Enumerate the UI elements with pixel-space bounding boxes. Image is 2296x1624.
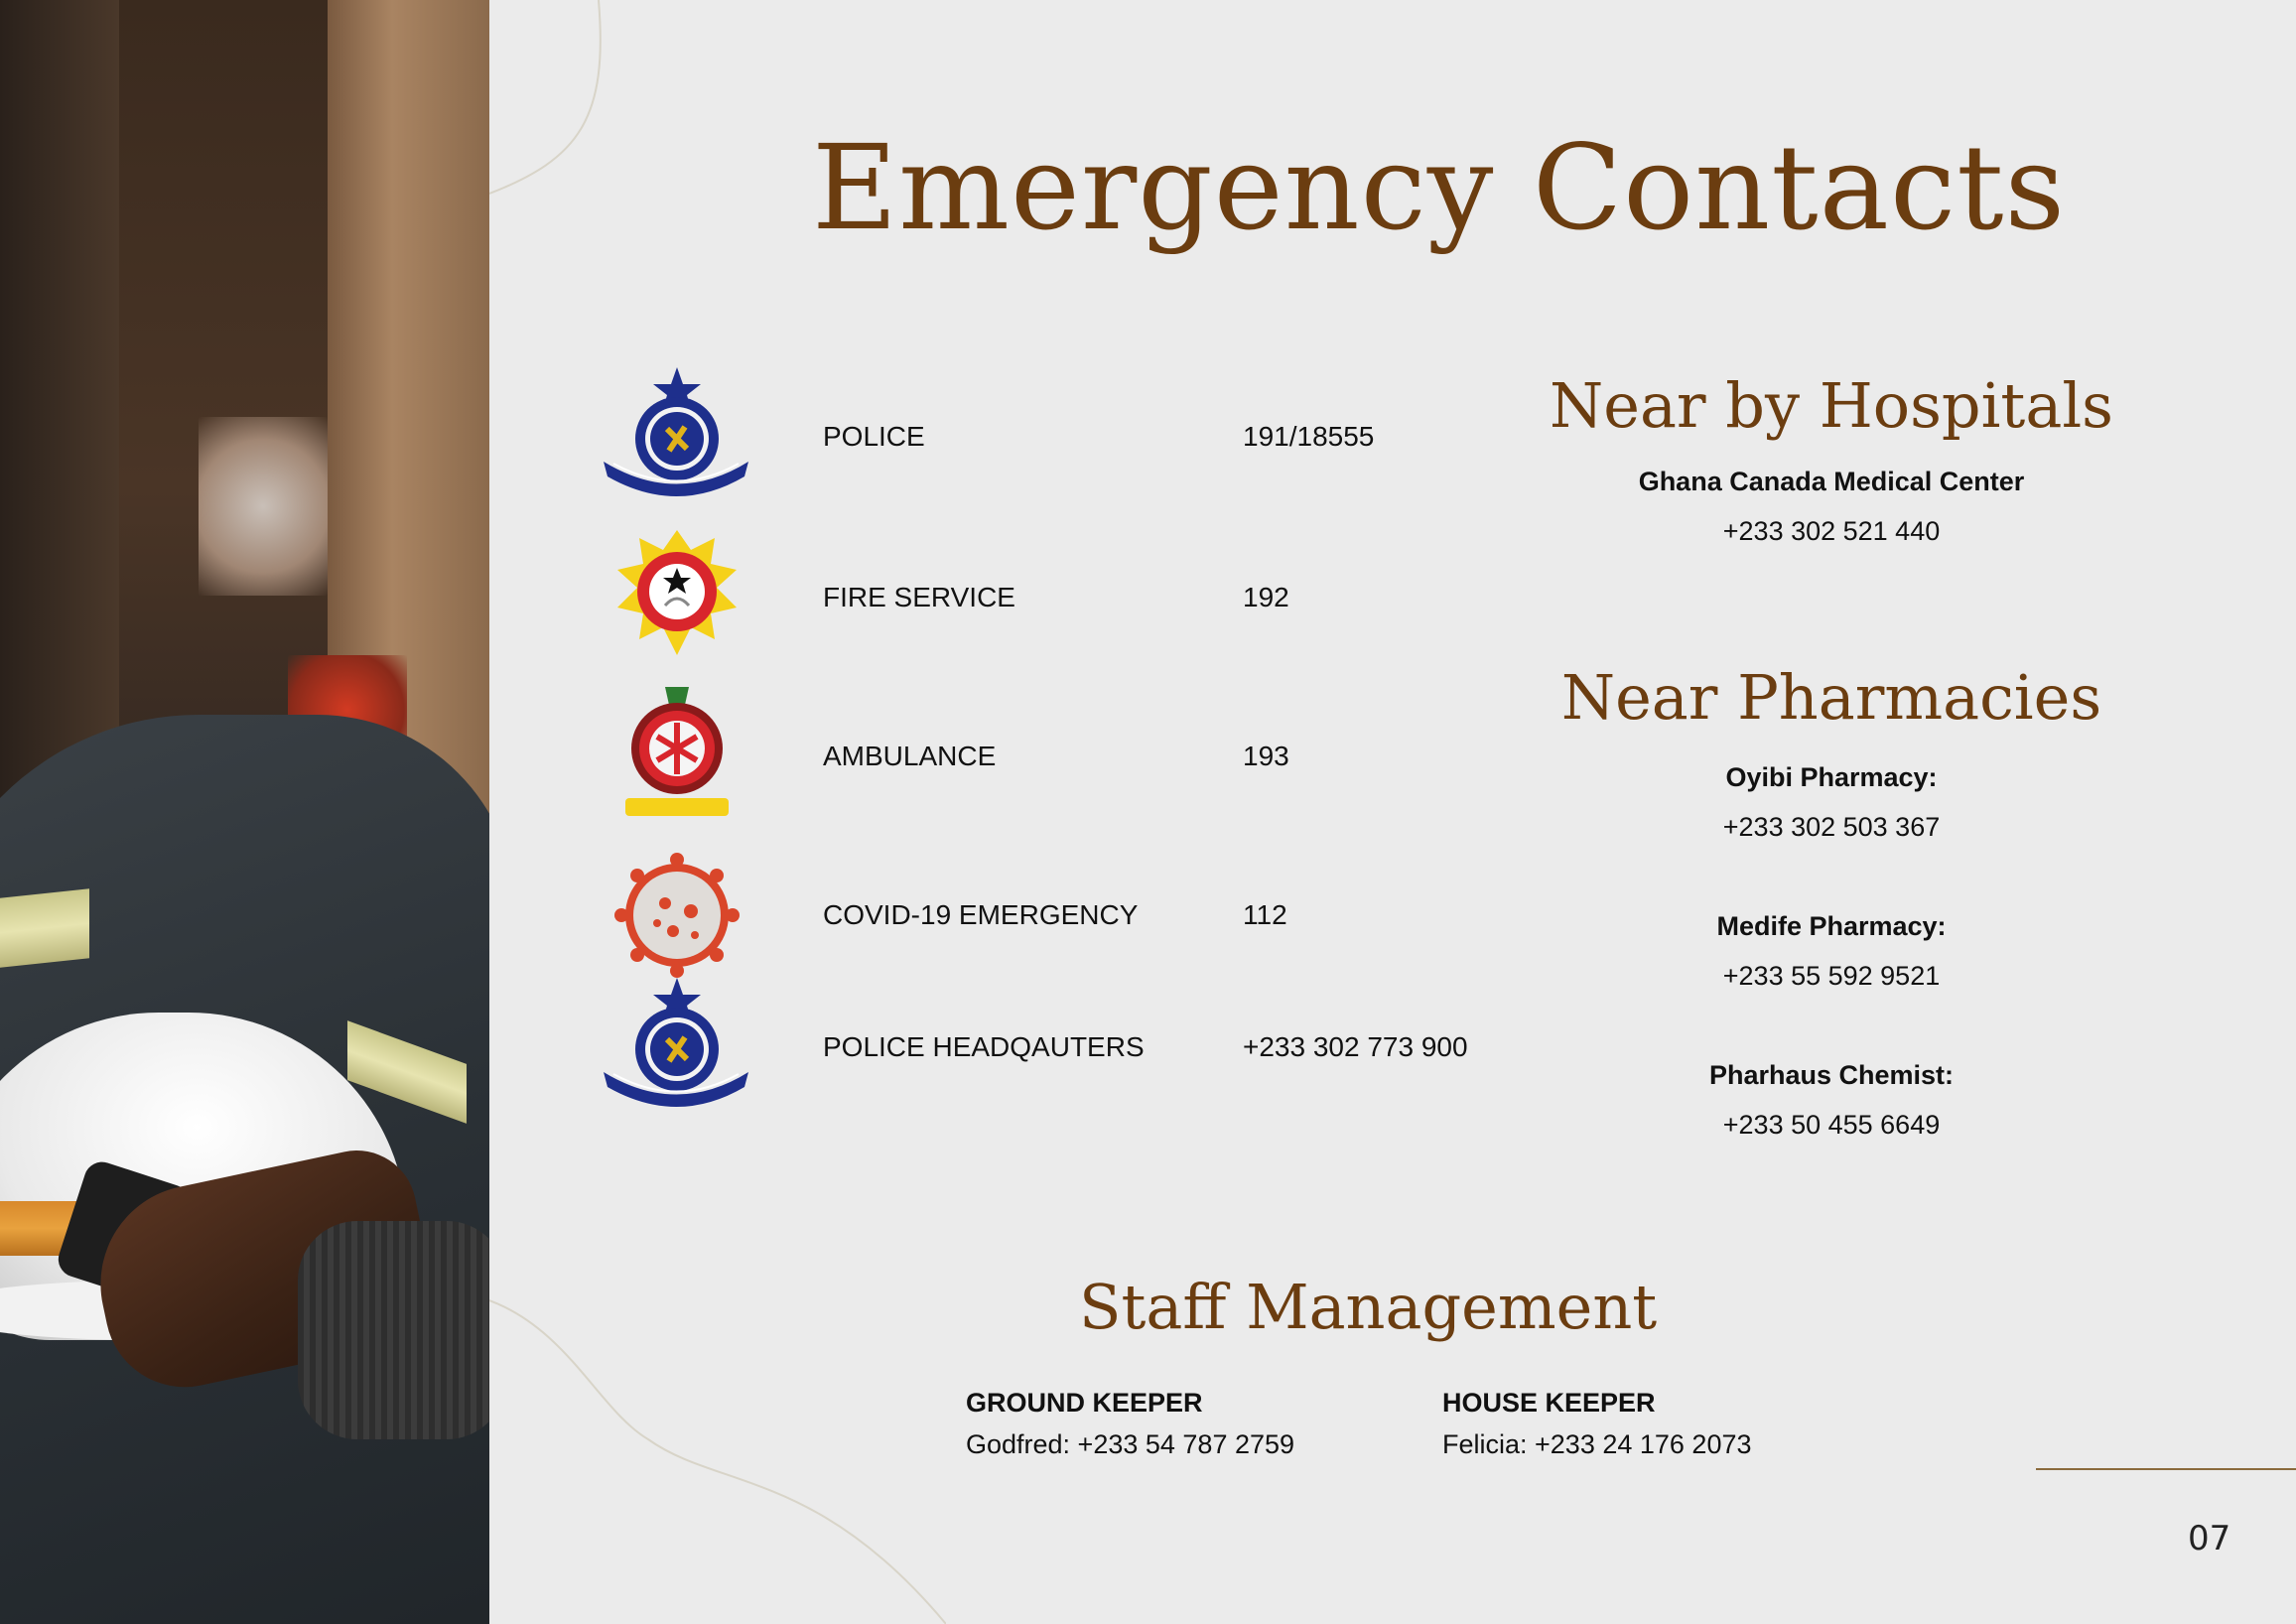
- contact-row-police: [596, 367, 1509, 506]
- hospitals-heading: Near by Hospitals: [1550, 369, 2113, 442]
- contact-row-fire-service: [596, 528, 1509, 667]
- contact-number[interactable]: +233 302 773 900: [1243, 1031, 1468, 1062]
- decorative-curve-bottom: [489, 1290, 946, 1624]
- staff-contact[interactable]: Felicia: +233 24 176 2073: [1442, 1429, 1752, 1459]
- contact-name: FIRE SERVICE: [823, 582, 1015, 612]
- ghana-police-emblem-icon: [596, 978, 754, 1117]
- ambulance-service-emblem-icon: [596, 687, 754, 826]
- pharmacy-phone[interactable]: +233 50 455 6649: [1722, 1110, 1941, 1140]
- pharmacies-list: [1534, 752, 2129, 1150]
- pharmacy-name: Medife Pharmacy:: [1716, 911, 1947, 941]
- pharmacy-name: Oyibi Pharmacy:: [1725, 762, 1938, 792]
- staff-heading: Staff Management: [1079, 1271, 1658, 1343]
- pharmacy-phone[interactable]: +233 302 503 367: [1722, 812, 1941, 842]
- staff-role: HOUSE KEEPER: [1442, 1388, 1656, 1418]
- coronavirus-icon: [596, 846, 754, 985]
- staff-member-ground-keeper: [966, 1382, 1294, 1465]
- hospitals-list: [1534, 457, 2129, 556]
- contact-number[interactable]: 193: [1243, 741, 1289, 771]
- ghana-police-emblem-icon: [596, 367, 754, 506]
- staff-role: GROUND KEEPER: [966, 1388, 1203, 1418]
- footer-rule: [2036, 1468, 2296, 1470]
- pharmacy-phone[interactable]: +233 55 592 9521: [1722, 961, 1941, 991]
- hero-photo-firefighter-helmet: [0, 0, 489, 1624]
- page-title: Emergency Contacts: [812, 119, 2067, 256]
- staff-member-house-keeper: [1442, 1382, 1752, 1465]
- hospital-phone[interactable]: +233 302 521 440: [1722, 516, 1941, 546]
- contact-number[interactable]: 191/18555: [1243, 421, 1375, 452]
- decorative-curve-top: [489, 0, 688, 238]
- contact-row-covid: [596, 846, 1509, 985]
- contact-name: POLICE HEADQAUTERS: [823, 1031, 1145, 1062]
- contact-name: COVID-19 EMERGENCY: [823, 899, 1139, 930]
- ghana-fire-service-emblem-icon: [596, 528, 754, 667]
- pharmacies-heading: Near Pharmacies: [1560, 661, 2102, 734]
- hospital-name: Ghana Canada Medical Center: [1638, 467, 2025, 496]
- contact-row-ambulance: [596, 687, 1509, 826]
- contact-number[interactable]: 192: [1243, 582, 1289, 612]
- staff-contact[interactable]: Godfred: +233 54 787 2759: [966, 1429, 1295, 1459]
- contact-name: POLICE: [823, 421, 925, 452]
- page-number: 07: [2188, 1519, 2231, 1558]
- contact-number[interactable]: 112: [1243, 899, 1287, 930]
- pharmacy-name: Pharhaus Chemist:: [1708, 1060, 1955, 1090]
- contact-name: AMBULANCE: [823, 741, 997, 771]
- contact-row-police-hq: [596, 978, 1509, 1117]
